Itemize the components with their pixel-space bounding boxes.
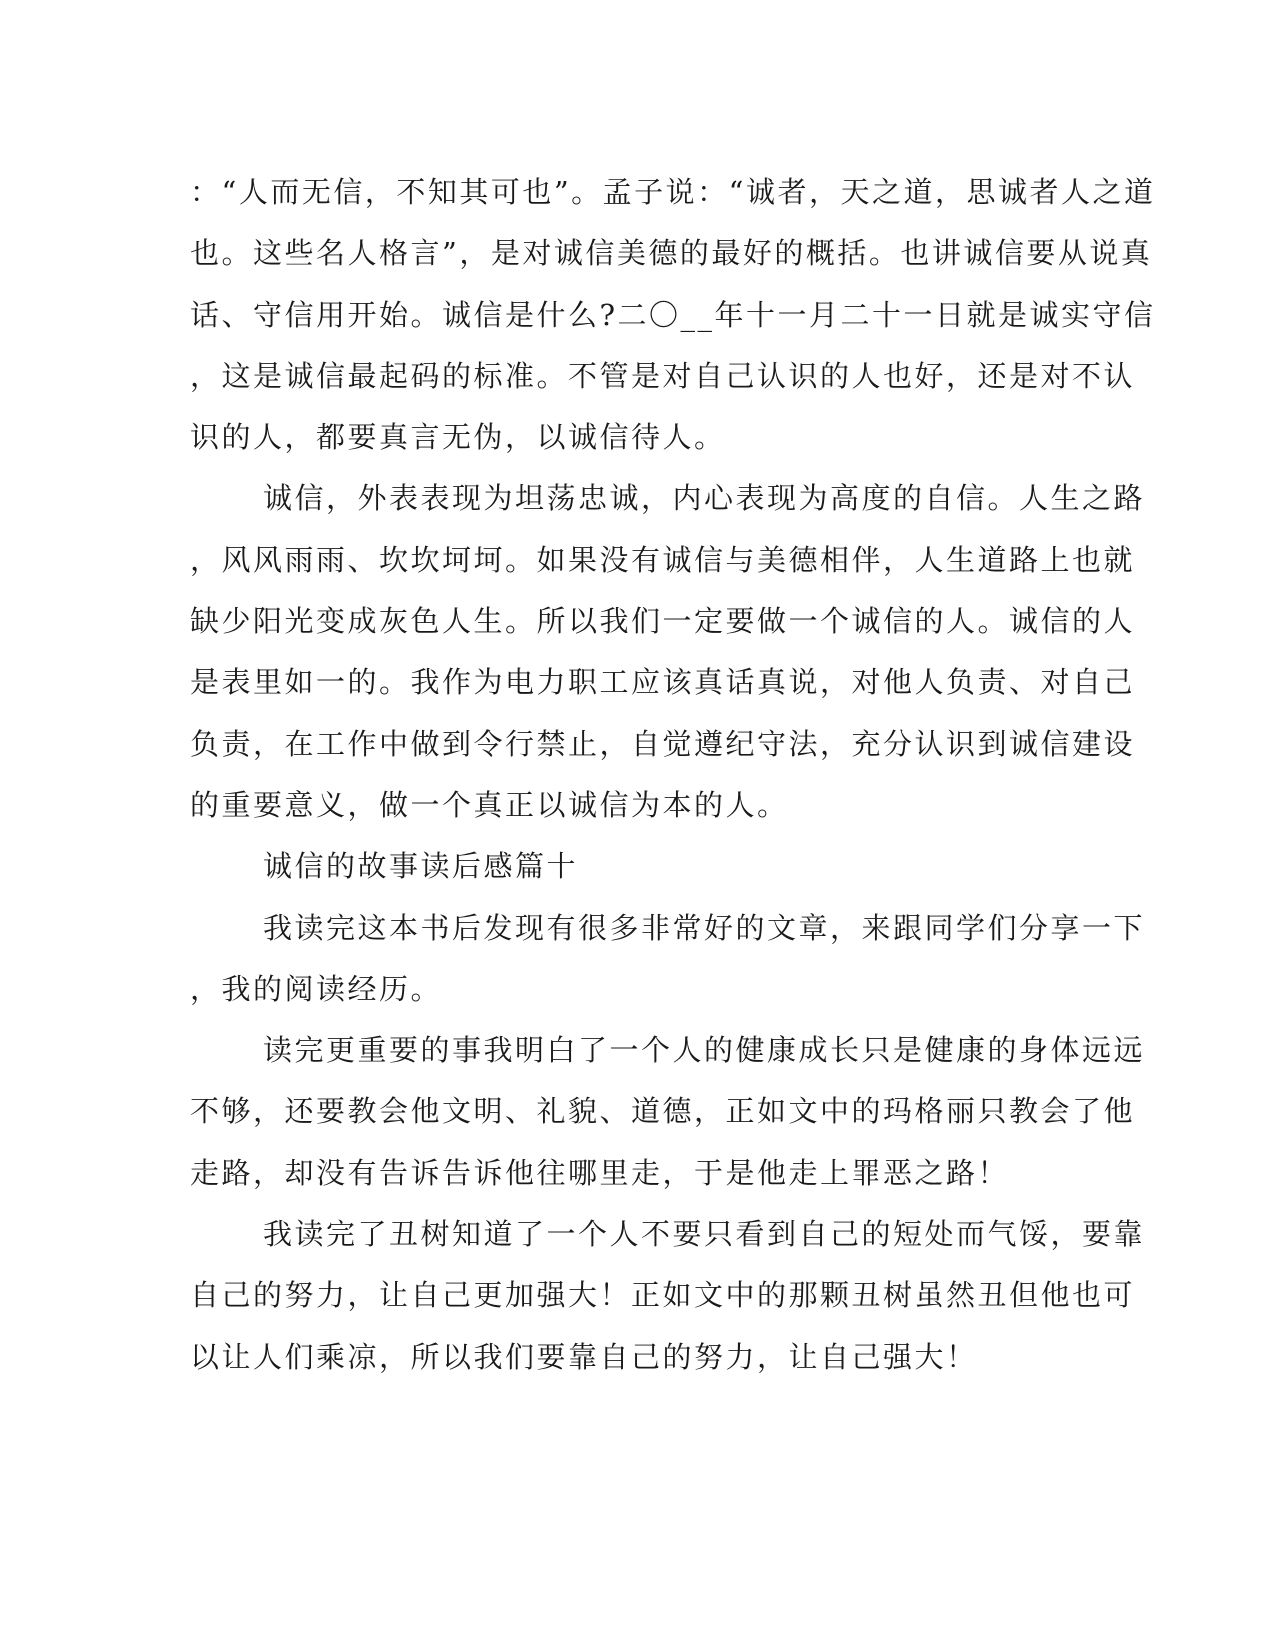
- text-line: 诚信，外表表现为坦荡忠诚，内心表现为高度的自信。人生之路: [263, 481, 1146, 516]
- text-line: ：“人而无信，不知其可也”。孟子说：“诚者，天之道，思诚者人之道: [190, 175, 1156, 209]
- text-line: 自己的努力，让自己更加强大！正如文中的那颗丑树虽然丑但他也可: [190, 1278, 1136, 1313]
- text-line: 不够，还要教会他文明、礼貌、道德，正如文中的玛格丽只教会了他: [190, 1094, 1136, 1129]
- text-line: 我读完了丑树知道了一个人不要只看到自己的短处而气馁，要靠: [263, 1217, 1146, 1252]
- text-line: ，我的阅读经历。: [190, 971, 443, 1006]
- text-line: 是表里如一的。我作为电力职工应该真话真说，对他人负责、对自己: [190, 665, 1136, 700]
- text-line: 的重要意义，做一个真正以诚信为本的人。: [190, 787, 789, 822]
- text-line: 也。这些名人格言”，是对诚信美德的最好的概括。也讲诚信要从说真: [190, 236, 1153, 271]
- document-body: [190, 162, 1156, 1388]
- text-line: 以让人们乘凉，所以我们要靠自己的努力，让自己强大！: [190, 1339, 978, 1374]
- text-line: ，风风雨雨、坎坎坷坷。如果没有诚信与美德相伴，人生道路上也就: [190, 542, 1136, 577]
- text-line: 读完更重要的事我明白了一个人的健康成长只是健康的身体远远: [263, 1033, 1146, 1068]
- text-line: 识的人，都要真言无伪，以诚信待人。: [190, 420, 726, 455]
- text-line: 话、守信用开始。诚信是什么?二〇__年十一月二十一日就是诚实守信: [190, 297, 1156, 332]
- text-line: ，这是诚信最起码的标准。不管是对自己认识的人也好，还是对不认: [190, 358, 1136, 393]
- text-line: 走路，却没有告诉告诉他往哪里走，于是他走上罪恶之路！: [190, 1155, 1010, 1190]
- text-line: 负责，在工作中做到令行禁止，自觉遵纪守法，充分认识到诚信建设: [190, 726, 1136, 761]
- section-heading: 诚信的故事读后感篇十: [263, 849, 579, 884]
- text-line: 我读完这本书后发现有很多非常好的文章，来跟同学们分享一下: [263, 910, 1146, 945]
- text-line: 缺少阳光变成灰色人生。所以我们一定要做一个诚信的人。诚信的人: [190, 604, 1136, 639]
